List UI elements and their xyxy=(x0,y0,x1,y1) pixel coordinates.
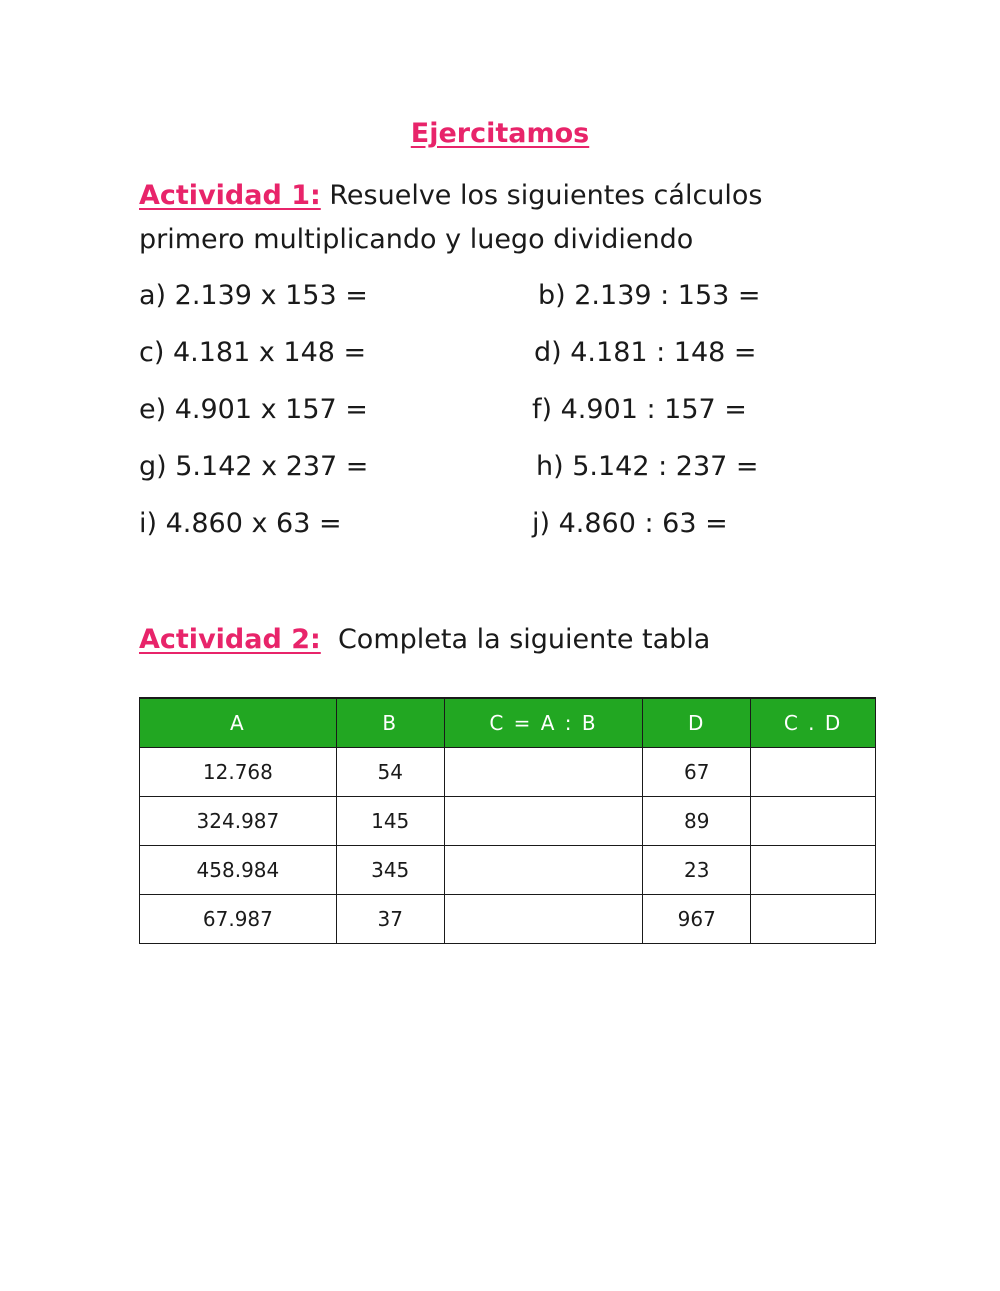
table-row xyxy=(140,748,876,797)
table-row xyxy=(140,895,876,944)
cell-d: 23 xyxy=(643,846,751,895)
activity-2-label: Actividad 2: xyxy=(139,624,321,655)
activity-1-instruction-line1: Resuelve los siguientes cálculos xyxy=(320,180,763,211)
header-c: C = A : B xyxy=(444,698,643,748)
activity-1-heading xyxy=(139,174,839,262)
activity-2-instruction: Completa la siguiente tabla xyxy=(320,624,711,655)
header-b: B xyxy=(336,698,444,748)
exercise-j: j) 4.860 : 63 = xyxy=(532,508,728,539)
exercise-f: f) 4.901 : 157 = xyxy=(532,394,747,425)
cell-a: 458.984 xyxy=(140,846,337,895)
exercise-i: i) 4.860 x 63 = xyxy=(139,508,342,539)
exercise-a: a) 2.139 x 153 = xyxy=(139,280,368,311)
cell-d: 967 xyxy=(643,895,751,944)
cell-c-answer[interactable] xyxy=(444,846,643,895)
table-row xyxy=(140,846,876,895)
cell-c-answer[interactable] xyxy=(444,748,643,797)
header-cd: C . D xyxy=(751,698,876,748)
page-title: Ejercitamos xyxy=(410,118,590,149)
exercise-table xyxy=(139,697,876,944)
cell-b: 54 xyxy=(336,748,444,797)
activity-1-instruction-line2: primero multiplicando y luego dividiendo xyxy=(139,224,694,255)
table-header-row xyxy=(140,698,876,748)
header-d: D xyxy=(643,698,751,748)
cell-cd-answer[interactable] xyxy=(751,846,876,895)
exercise-d: d) 4.181 : 148 = xyxy=(534,337,757,368)
cell-a: 67.987 xyxy=(140,895,337,944)
cell-a: 12.768 xyxy=(140,748,337,797)
cell-a: 324.987 xyxy=(140,797,337,846)
cell-c-answer[interactable] xyxy=(444,895,643,944)
exercise-e: e) 4.901 x 157 = xyxy=(139,394,368,425)
cell-b: 145 xyxy=(336,797,444,846)
cell-cd-answer[interactable] xyxy=(751,895,876,944)
cell-cd-answer[interactable] xyxy=(751,797,876,846)
header-a: A xyxy=(140,698,337,748)
cell-b: 345 xyxy=(336,846,444,895)
exercise-b: b) 2.139 : 153 = xyxy=(538,280,761,311)
exercise-h: h) 5.142 : 237 = xyxy=(536,451,759,482)
cell-d: 89 xyxy=(643,797,751,846)
activity-1-label: Actividad 1: xyxy=(139,180,321,211)
cell-b: 37 xyxy=(336,895,444,944)
activity-2-heading xyxy=(139,618,839,662)
table-row xyxy=(140,797,876,846)
exercise-g: g) 5.142 x 237 = xyxy=(139,451,369,482)
cell-c-answer[interactable] xyxy=(444,797,643,846)
cell-cd-answer[interactable] xyxy=(751,748,876,797)
exercise-c: c) 4.181 x 148 = xyxy=(139,337,367,368)
cell-d: 67 xyxy=(643,748,751,797)
